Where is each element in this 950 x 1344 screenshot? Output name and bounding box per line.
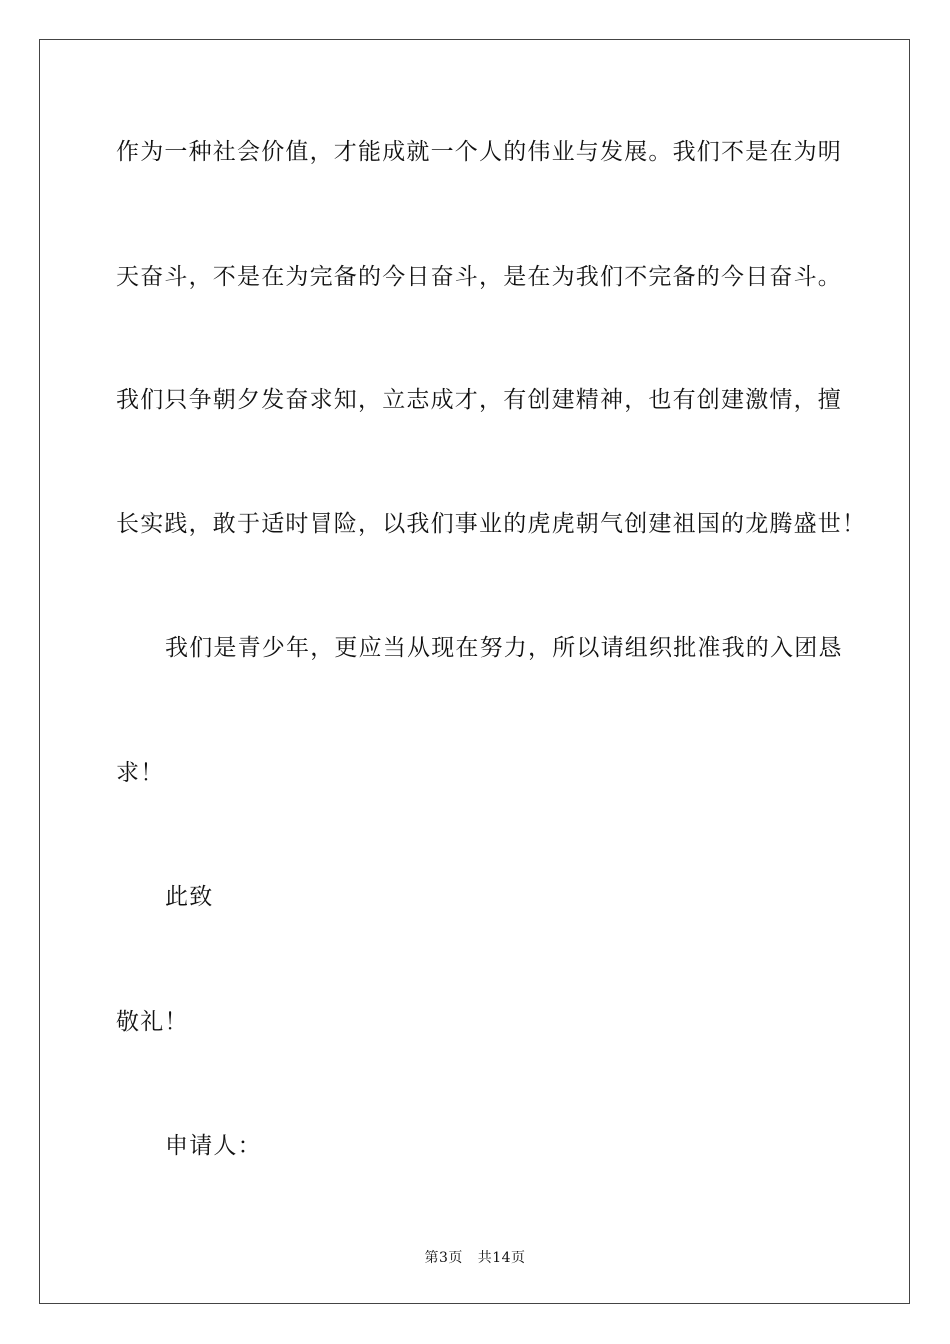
page-number-footer: 第3页 共14页 xyxy=(424,1250,526,1266)
body-text-line-5: 我们是青少年，更应当从现在努力，所以请组织批准我的入团恳 xyxy=(165,635,843,661)
salutation-text: 此致 xyxy=(165,884,214,910)
body-text-line-4: 长实践，敢于适时冒险，以我们事业的虎虎朝气创建祖国的龙腾盛世！ xyxy=(116,511,867,537)
body-text-line-3: 我们只争朝夕发奋求知，立志成才，有创建精神，也有创建激情，擅 xyxy=(116,387,842,413)
applicant-label: 申请人： xyxy=(165,1133,262,1159)
body-text-line-2: 天奋斗，不是在为完备的今日奋斗，是在为我们不完备的今日奋斗。 xyxy=(116,264,842,290)
closing-text: 敬礼！ xyxy=(116,1009,189,1035)
body-text-line-1: 作为一种社会价值，才能成就一个人的伟业与发展。我们不是在为明 xyxy=(116,139,842,165)
body-text-line-6: 求！ xyxy=(116,760,165,786)
page-border xyxy=(39,39,910,1304)
